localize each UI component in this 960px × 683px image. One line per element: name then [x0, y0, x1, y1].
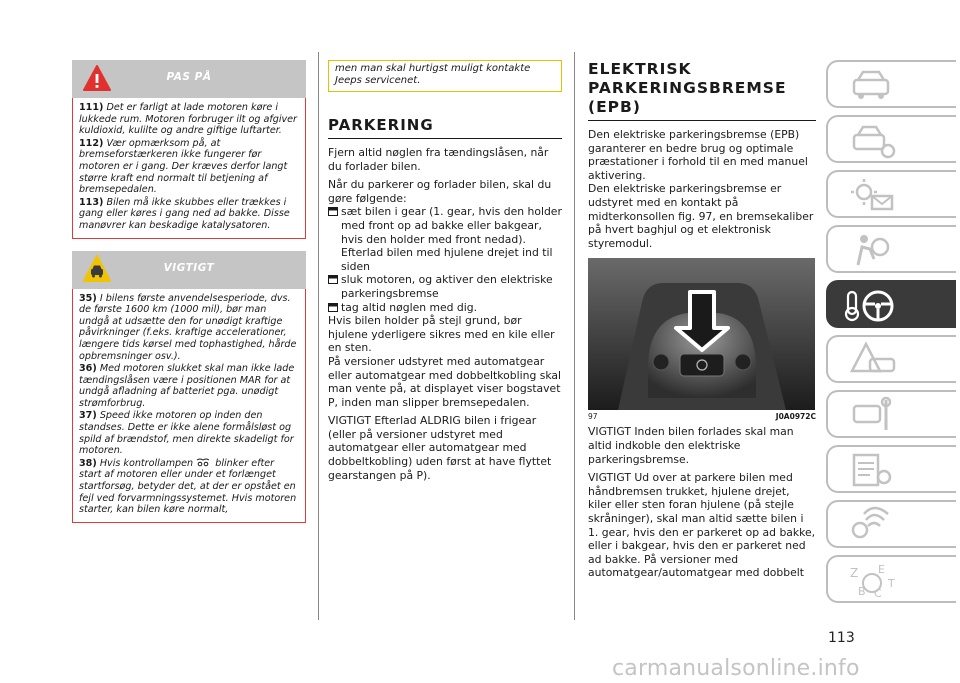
warning-item: 112) Vær opmærksom på, at bremseforstærkeren ikke fungerer før motoren er i gang. Der kræves derfor langt større kraft end normalt til betjening af bremsepedalen. [79, 137, 288, 196]
list-item: sluk motoren, og aktiver den elektriske parkeringsbremse [328, 273, 562, 300]
figure-number: 97 [588, 412, 598, 422]
list-item: sæt bilen i gear (1. gear, hvis den holder med front op ad bakke eller bakgear, hvis den holder med front nedad). Efterlad bilen med hjulene drejet ind til siden [328, 205, 562, 273]
epb-switch-photo [588, 258, 815, 410]
figure-code: J0A0972C [775, 412, 816, 422]
tab-starting-driving[interactable] [826, 280, 956, 328]
epb-body-2: VIGTIGT Inden bilen forlades skal man altid indkoble den elektriske parkeringsbremse. VIGTIGT Ud over at parkere bilen med håndbremsen trukket, hjulene drejet, kiler eller sten foran hjulene (på stejle skråninger), skal man altid sætte bilen i 1. gear, hvis den er parkeret op ad bakke, eller i bakgear, hvis den er parkeret ned ad bakke. På versioner med automatgear/automatgear med dobbelt [588, 425, 816, 580]
parking-body: Fjern altid nøglen fra tændingslåsen, når du forlader bilen. Når du parkerer og forlader bilen, skal du gøre følgende: sæt bilen i gear (1. gear, hvis den holder med front op ad bakke eller bakgear, hvis den holder med front nedad). Efterlad bilen med hjulene drejet ind til siden sluk motoren, og aktiver den elektriske parkeringsbremse tag altid nøglen med dig. Hvis bilen holder på stejl grund, bør hjulene yderligere sikres med en kile eller en sten. På versioner udstyret med automatgear eller automatgear med dobbeltkobling skal man vente på, at displayet viser bogstavet P, inden man slipper bremsepedalen. VIGTIGT Efterlad ALDRIG bilen i frigear (eller på versioner udstyret med automatgear eller automatgear med dobbeltkobling) uden først at have flyttet gearstangen på P). [328, 146, 562, 482]
bullet-box-icon [328, 275, 338, 284]
epb-body: Den elektriske parkeringsbremse (EPB) garanterer en bedre brug og optimale præstationer i forhold til en med manuel aktivering. Den elektriske parkeringsbremse er udstyret med en kontakt på midterkonsollen fig. 97, en bremsekaliber på hvert baghjul og et elektronisk styremodul. [588, 128, 814, 250]
tab-safety[interactable] [826, 225, 956, 273]
tab-technical-data[interactable] [826, 445, 956, 493]
multimedia-icon [844, 506, 900, 544]
warning-item: 113) Bilen må ikke skubbes eller trækkes i gang eller køres i gang ned ad bakke. Disse manøvrer kan beskadige katalysatoren. [79, 196, 290, 231]
epb-heading: ELEKTRISK PARKERINGSBREMSE (EPB) [588, 60, 787, 116]
svg-text:Z: Z [850, 566, 859, 580]
tab-lights-messages[interactable] [826, 170, 956, 218]
dashboard-lights-icon [844, 121, 900, 159]
svg-text:T: T [888, 577, 895, 590]
column-divider [574, 52, 575, 620]
tab-multimedia[interactable] [826, 500, 956, 548]
important-box-body [72, 289, 306, 523]
page-number: 113 [828, 630, 855, 646]
epb-column [588, 60, 816, 580]
warning-item: 111) Det er farligt at lade motoren køre i lukkede rum. Motoren forbruger ilt og afgiver kuldioxid, kulilte og andre giftige luftarter. [79, 102, 298, 137]
important-item: 35) I bilens første anvendelsesperiode, dvs. de første 1600 km (1000 mil), bør man undgå at udsætte den for unødigt kraftige påvirkninger (f.eks. kraftige accelerationer, længere tids kørsel med tophastighed, hårde opbremsninger osv.). [79, 292, 297, 362]
important-box-header [72, 251, 306, 289]
bullet-box-icon [328, 303, 338, 312]
figure-caption [588, 412, 816, 421]
wrench-tools-icon [844, 396, 900, 434]
tab-dashboard[interactable] [826, 115, 956, 163]
heading-rule [328, 138, 562, 139]
warning-box-header [72, 60, 306, 98]
airbag-safety-icon [844, 231, 900, 269]
tab-maintenance[interactable] [826, 390, 956, 438]
continued-note-box: men man skal hurtigst muligt kontakte Jeeps servicenet. [328, 60, 562, 92]
svg-text:E: E [878, 563, 885, 576]
watermark-text: carmanualsonline.info [612, 656, 860, 681]
sun-mail-icon [844, 176, 900, 214]
console-switch-illustration [588, 258, 815, 410]
bullet-box-icon [328, 207, 338, 216]
important-item: 36) Med motoren slukket skal man ikke lade tændingslåsen være i positionen MAR for at undgå afladning af batteriet pga. unødigt strømforbrug. [79, 363, 295, 409]
tab-car-info[interactable] [826, 60, 956, 108]
tab-index[interactable] [826, 555, 956, 603]
important-box-title: VIGTIGT [163, 261, 215, 274]
key-steering-icon [844, 286, 900, 326]
list-item: tag altid nøglen med dig. [328, 301, 562, 315]
heading-rule [588, 120, 816, 121]
svg-text:C: C [874, 587, 882, 600]
glow-plug-icon [196, 458, 212, 467]
warning-box-body [72, 98, 306, 239]
svg-text:B: B [858, 585, 866, 598]
tab-emergency[interactable] [826, 335, 956, 383]
parking-column [328, 60, 562, 482]
technical-data-icon [844, 451, 900, 489]
parking-heading: PARKERING [328, 116, 434, 134]
warning-column [72, 60, 306, 523]
column-divider [318, 52, 319, 620]
important-item: 37) Speed ikke motoren op inden den standses. Dette er ikke alene formålsløst og spild af brændstof, men direkte skadeligt for motoren. [79, 410, 294, 457]
warning-box-title: PAS PÅ [166, 71, 212, 83]
car-info-icon [844, 66, 900, 104]
warning-car-icon [844, 341, 900, 379]
index-icon [844, 561, 904, 601]
important-item: 38) Hvis kontrollampen blinker efter start af motoren eller under et forlænget startforsøg, betyder det, at der er opstået en fejl ved forvarmningssystemet. Hvis motoren starter, kan bilen køre normalt, [79, 457, 297, 516]
